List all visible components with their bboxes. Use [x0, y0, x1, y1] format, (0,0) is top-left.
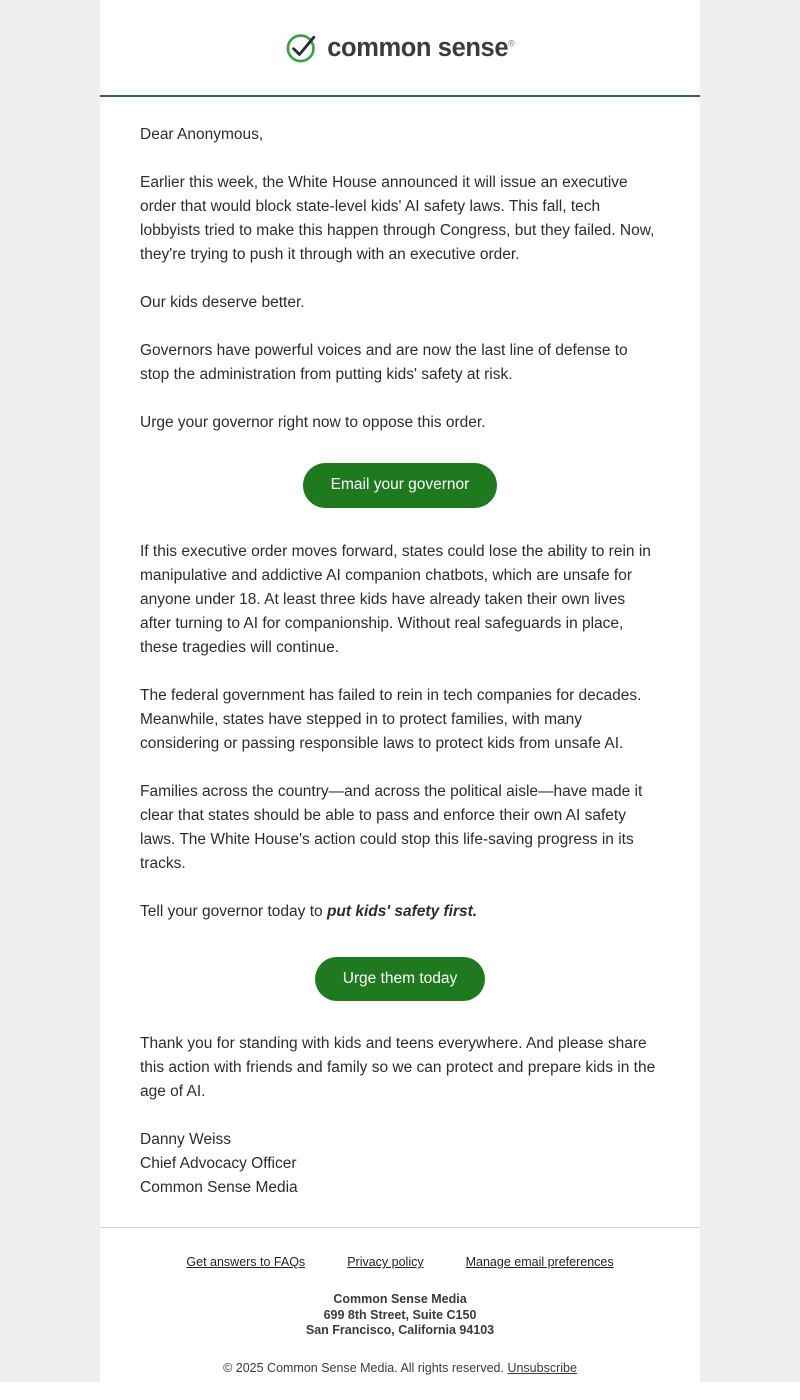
footer-link-manage-email-preferences[interactable]: Manage email preferences	[465, 1255, 614, 1269]
email-card	[100, 0, 700, 1382]
paragraph-families: Families across the country—and across the political aisle—have made it clear that states should be able to pass and enforce their own AI safety laws. The White House's action could stop this life-saving progress in its tracks.	[140, 782, 643, 872]
signature-org: Common Sense Media	[140, 1179, 298, 1196]
registered-trademark-symbol: ®	[508, 38, 515, 49]
paragraph-thanks: Thank you for standing with kids and teens everywhere. And please share this action with friends and family so we can protect and prepare kids in the age of AI.	[140, 1035, 656, 1100]
email-header	[100, 0, 700, 95]
green-circle-check-icon	[285, 31, 318, 64]
footer-link-faqs[interactable]: Get answers to FAQs	[186, 1255, 306, 1269]
address-street: 699 8th Street, Suite C150	[323, 1307, 477, 1322]
paragraph-urge: Urge your governor right now to oppose this order.	[140, 414, 486, 431]
paragraph-governors: Governors have powerful voices and are now the last line of defense to stop the administration from putting kids' safety at risk.	[140, 342, 628, 383]
signature-block	[140, 1128, 660, 1200]
paragraph-federal-failure: The federal government has failed to rein in tech companies for decades. Meanwhile, states have stepped in to protect families, with many considering or passing responsible laws to protect kids from unsafe AI.	[140, 686, 642, 752]
urge-them-today-button[interactable]: Urge them today	[315, 957, 486, 1002]
footer-legal	[120, 1361, 680, 1375]
closing-bold-text: put kids' safety first.	[326, 902, 478, 920]
brand-logo[interactable]	[285, 31, 515, 64]
page-gutter-right	[700, 0, 800, 1382]
paragraph-chatbots: If this executive order moves forward, states could lose the ability to rein in manipulative and addictive AI companion chatbots, which are unsafe for anyone under 18. At least three kids have already taken their own lives after turning to AI for companionship. Without real safeguards in place, these tragedies will continue.	[140, 542, 651, 656]
greeting: Dear Anonymous,	[140, 126, 264, 143]
footer-address	[120, 1292, 680, 1339]
paragraph-closing-call	[140, 900, 660, 924]
page-gutter-left	[0, 0, 100, 1382]
email-footer	[100, 1228, 700, 1375]
signature-title: Chief Advocacy Officer	[140, 1155, 297, 1172]
paragraph-intro: Earlier this week, the White House announced it will issue an executive order that would block state-level kids' AI safety laws. This fall, tech lobbyists tried to make this happen through Congress, but they failed. Now, they're trying to push it through with an executive order.	[140, 174, 655, 263]
email-body	[100, 97, 700, 1200]
cta-secondary-row	[140, 957, 660, 1002]
paragraph-deserve-better: Our kids deserve better.	[140, 294, 305, 311]
email-your-governor-button[interactable]: Email your governor	[303, 463, 498, 508]
footer-link-privacy-policy[interactable]: Privacy policy	[347, 1255, 424, 1269]
address-org: Common Sense Media	[333, 1292, 467, 1306]
unsubscribe-link[interactable]: Unsubscribe	[507, 1360, 577, 1375]
signature-name: Danny Weiss	[140, 1131, 232, 1148]
cta-primary-row	[140, 463, 660, 508]
footer-links	[120, 1255, 680, 1269]
brand-wordmark: common sense®	[327, 33, 515, 62]
closing-lead-text: Tell your governor today to	[140, 902, 327, 920]
copyright-text: © 2025 Common Sense Media. All rights reserved.	[223, 1360, 508, 1375]
address-city-state-zip: San Francisco, California 94103	[305, 1323, 495, 1337]
